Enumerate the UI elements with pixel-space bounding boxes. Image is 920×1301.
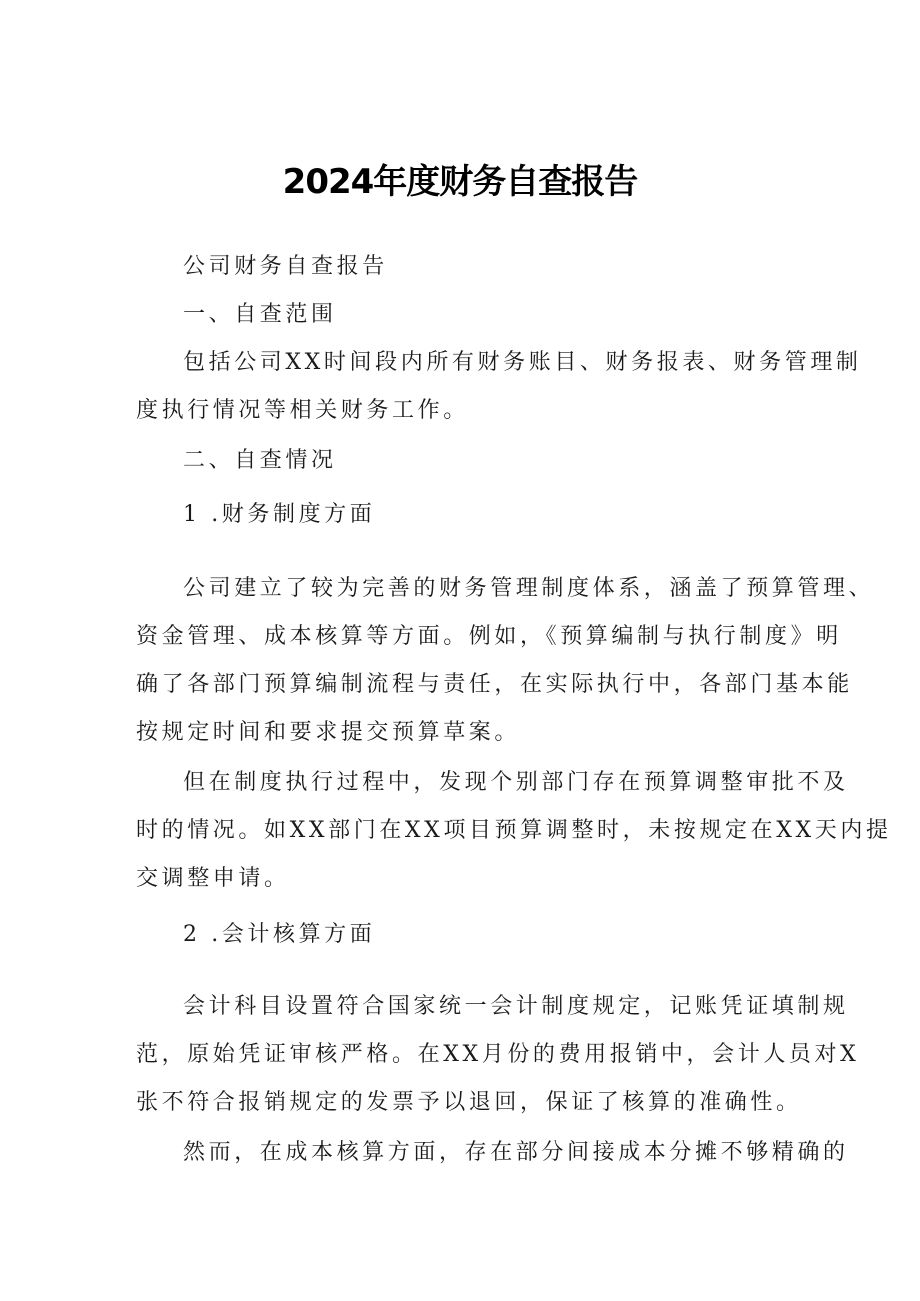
paragraph-line: 资金管理、成本核算等方面。例如，《预算编制与执行制度》明 [136,624,842,649]
paragraph-line: 范，原始凭证审核严格。在XX月份的费用报销中，会计人员对X [136,1042,860,1067]
report-subtitle: 公司财务自查报告 [183,254,388,279]
paragraph-line: 包括公司XX时间段内所有财务账目、财务报表、财务管理制 [183,350,862,375]
paragraph-line: 时的情况。如XX部门在XX项目预算调整时，未按规定在XX天内提 [136,818,892,843]
document-title: 2024年度财务自查报告 [282,162,638,202]
subsection-heading-accounting: 2 .会计核算方面 [183,922,376,947]
section-heading-scope: 一、自查范围 [183,302,337,327]
paragraph-line: 张不符合报销规定的发票予以退回，保证了核算的准确性。 [136,1090,802,1115]
paragraph-line: 会计科目设置符合国家统一会计制度规定，记账凭证填制规 [183,994,849,1019]
paragraph-line: 但在制度执行过程中，发现个别部门存在预算调整审批不及 [183,770,849,795]
paragraph-line: 按规定时间和要求提交预算草案。 [136,720,521,745]
paragraph-line: 确了各部门预算编制流程与责任，在实际执行中，各部门基本能 [136,672,853,697]
paragraph-line: 交调整申请。 [136,866,290,891]
section-heading-status: 二、自查情况 [183,448,337,473]
paragraph-line: 然而，在成本核算方面，存在部分间接成本分摊不够精确的 [183,1140,849,1165]
subsection-heading-finance-system: 1 .财务制度方面 [183,502,376,527]
paragraph-line: 公司建立了较为完善的财务管理制度体系，涵盖了预算管理、 [183,576,875,601]
paragraph-line: 度执行情况等相关财务工作。 [136,398,469,423]
